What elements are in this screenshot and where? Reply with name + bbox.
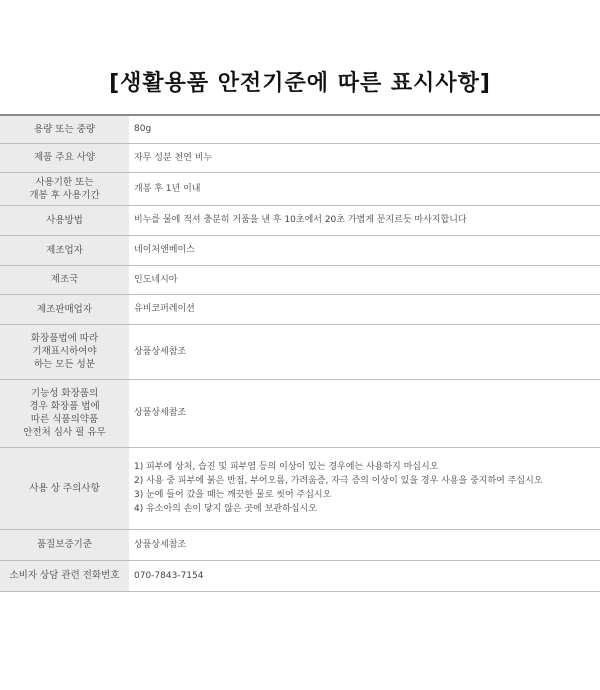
row-label-manufacturer: 제조업자 bbox=[0, 235, 129, 265]
row-value-phone: 070-7843-7154 bbox=[134, 570, 204, 581]
table-row bbox=[0, 172, 600, 205]
table-row bbox=[0, 560, 600, 591]
table-row bbox=[0, 115, 600, 143]
row-value-caution bbox=[129, 447, 600, 529]
row-label-caution: 사용 상 주의사항 bbox=[0, 447, 129, 529]
table-row bbox=[0, 324, 600, 379]
row-value-spec: 자무 성분 천연 비누 bbox=[134, 152, 213, 163]
row-label-quality: 품질보증기준 bbox=[0, 529, 129, 560]
table-row bbox=[0, 447, 600, 529]
caution-item: 1) 피부에 상처, 습진 및 피부염 등의 이상이 있는 경우에는 사용하지 마십시오 bbox=[134, 462, 439, 472]
row-label-functional: 기능성 화장품의 경우 화장품 법에 따른 식품의약품 안전처 심사 필 유무 bbox=[0, 379, 129, 447]
row-value-manufacturer: 네이처앤베이스 bbox=[134, 245, 195, 255]
row-value-expiry: 개봉 후 1년 이내 bbox=[134, 183, 201, 194]
row-label-spec: 제품 주요 사양 bbox=[0, 143, 129, 172]
caution-item: 4) 유소아의 손이 닿지 않은 곳에 보관하십시오 bbox=[134, 504, 317, 514]
row-label-usage: 사용방법 bbox=[0, 205, 129, 235]
row-label-capacity: 용량 또는 중량 bbox=[0, 115, 129, 143]
row-value-seller: 유비코퍼레이션 bbox=[134, 304, 195, 314]
table-row bbox=[0, 379, 600, 447]
table-row bbox=[0, 529, 600, 560]
caution-item: 3) 눈에 들어 갔을 때는 깨끗한 물로 씻어 주십시오 bbox=[134, 490, 332, 500]
table-row bbox=[0, 235, 600, 265]
row-value-ingredients: 상품상세참조 bbox=[134, 346, 187, 357]
caution-item: 2) 사용 중 피부에 붉은 반점, 부어오름, 가려움증, 자극 증의 이상이 있을 경우 사용을 중지하여 주십시오 bbox=[134, 476, 543, 486]
row-value-capacity: 80g bbox=[134, 124, 152, 135]
row-label-country: 제조국 bbox=[0, 265, 129, 294]
caution-list bbox=[134, 460, 600, 516]
table-row bbox=[0, 143, 600, 172]
row-value-functional: 상품상세참조 bbox=[134, 408, 187, 418]
row-value-country: 인도네시아 bbox=[134, 274, 178, 285]
row-label-expiry: 사용기한 또는 개봉 후 사용기간 bbox=[0, 172, 129, 205]
table-row bbox=[0, 294, 600, 324]
row-value-quality: 상품상세참조 bbox=[134, 539, 187, 550]
row-label-phone: 소비자 상담 관련 전화번호 bbox=[0, 560, 129, 591]
row-value-usage: 비누를 물에 적셔 충분히 거품을 낸 후 10초에서 20초 가볍게 문지르듯 마사지합니다 bbox=[134, 215, 467, 225]
row-label-ingredients: 화장품법에 따라 기재표시하여야 하는 모든 성분 bbox=[0, 324, 129, 379]
product-info-table bbox=[0, 114, 600, 592]
page-title: [생활용품 안전기준에 따른 표시사항] bbox=[109, 71, 491, 96]
table-row bbox=[0, 205, 600, 235]
table-row bbox=[0, 265, 600, 294]
row-label-seller: 제조판매업자 bbox=[0, 294, 129, 324]
